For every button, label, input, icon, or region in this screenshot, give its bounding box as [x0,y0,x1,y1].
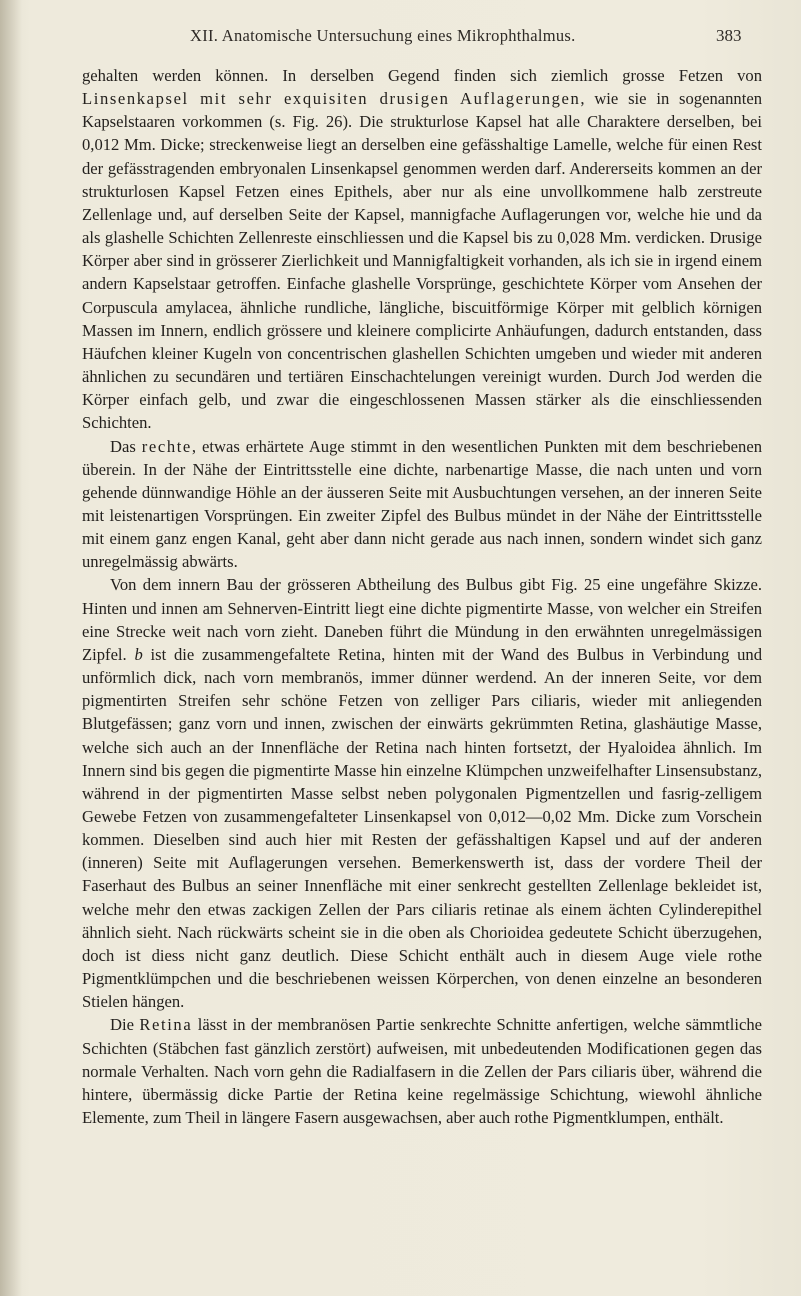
paragraph-3-text-b: ist die zusammengefaltete Retina, hinten mit der Wand des Bulbus in Verbindung und unförmlich dick, nach vorn membranös, immer dünner werdend. An der inneren Seite, vor dem pigmentirten Streifen sehr schöne Fetzen von zelliger Pars ciliaris, wieder mit anliegenden Blutgefässen; ganz vorn und innen, zwischen der einwärts gekrümmten Retina, glashäutige Masse, welche sich auch an der Innenfläche der Retina nach hinten fortsetzt, der Hyaloidea ähnlich. Im Innern sind bis gegen die pigmentirte Masse hin einzelne Klümpchen unzweifelhafter Linsensubstanz, während in der pigmentirten Masse selbst neben polygonalen Pigmentzellen und fasrig-zelligem Gewebe Fetzen von zusammengefalteter Linsenkapsel von 0,012—0,02 Mm. Dicke zum Vorschein kommen. Dieselben sind auch hier mit Resten der gefässhaltigen Kapsel und auf der anderen (inneren) Seite mit Auflagerungen versehen. Bemerkenswerth ist, dass der vordere Theil der Faserhaut des Bulbus an seiner Innenfläche mit einer senkrecht gestellten Zellenlage bekleidet ist, welche mehr den etwas zackigen Zellen der Pars ciliaris retinae als einem ächten Cylinderepithel ähnlich sieht. Nach rückwärts scheint sie in die oben als Chorioidea gedeutete Schicht überzugehen, doch ist diess nicht ganz deutlich. Diese Schicht enthält auch in diesem Auge viele rothe Pigmentklümpchen und die beschriebenen weissen Körperchen, von denen einzelne an besonderen Stielen hängen. [82,644,763,1012]
paragraph-1-text-b: , wie sie in sogenannten Kapselstaaren vorkommen (s. Fig. 26). Die strukturlose Kapsel hat alle Charaktere derselben, bei 0,012 Mm. Dicke; streckenweise liegt an derselben eine gefässhaltige Lamelle, welche für einen Rest der gefässtragenden embryonalen Linsenkapsel genommen werden darf. Andererseits kommen an der strukturlosen Kapsel Fetzen eines Epithels, aber nur als eine unvollkommene halb zerstreute Zellenlage und, auf derselben Seite der Kapsel, mannigfache Auflagerungen vor, welche hie und da als glashelle Schichten Zellenreste einschliessen und die Kapsel bis zu 0,028 Mm. verdicken. Drusige Körper aber sind in grösserer Zierlichkeit und Mannigfaltigkeit vorhanden, als ich sie in irgend einem andern Kapselstaar getroffen. Einfache glashelle Vorsprünge, geschichtete Körper vom Ansehen der Corpuscula amylacea, ähnliche rundliche, längliche, biscuitförmige Körper mit gelblich körnigen Massen im Innern, endlich grössere und kleinere complicirte Anhäufungen, dadurch entstanden, dass Häufchen kleiner Kugeln von concentrischen glashellen Schichten umgeben und wieder mit anderen ähnlichen zu secundären und tertiären Einschachtelungen vereinigt wurden. Durch Jod werden die Körper einfach gelb, und zwar die eingeschlossenen Massen stärker als die einschliessenden Schichten. [82,89,762,433]
paragraph-4-spaced-emphasis: Retina [139,1015,193,1035]
paragraph-4 [82,1013,762,1129]
paragraph-1 [82,64,762,435]
paragraph-2 [82,435,762,574]
paragraph-4-text-a: Die [110,1015,140,1035]
running-head [0,22,801,52]
paragraph-3 [82,573,762,1013]
paragraph-3-text-a: Von dem innern Bau der grösseren Abtheilung des Bulbus gibt Fig. 25 eine ungefähre Skizze. Hinten und innen am Sehnerven-Eintritt liegt eine dichte pigmentirte Masse, von welcher ein Streifen eine Strecke weit nach vorn zieht. Daneben führt die Mündung in den erwähnten unregelmässigen Zipfel. [82,575,762,664]
page-number: 383 [716,26,742,45]
paragraph-2-text-a: Das [110,436,142,456]
body-text [82,64,762,1129]
figure-label-b: b [134,644,143,664]
paragraph-1-text-a: gehalten werden können. In derselben Gegend finden sich ziemlich grosse Fetzen von [82,66,762,85]
paragraph-1-spaced-emphasis: Linsenkapsel mit sehr exquisiten drusigen Auflagerungen [82,89,581,109]
running-title: XII. Anatomische Untersuchung eines Mikrophthalmus. [190,26,576,45]
paragraph-2-spaced-emphasis: rechte [141,436,192,456]
gutter-shadow [0,0,22,1296]
paragraph-4-text-b: lässt in der membranösen Partie senkrechte Schnitte anfertigen, welche sämmtliche Schichten (Stäbchen fast gänzlich zerstört) aufweisen, mit unbedeutenden Modificationen gegen das normale Verhalten. Nach vorn gehn die Radialfasern in die Zellen der Pars ciliaris über, während die hintere, übermässig dicke Partie der Retina keine regelmässige Schichtung, wiewohl ähnliche Elemente, zum Theil in längere Fasern ausgewachsen, aber auch rothe Pigmentklumpen, enthält. [82,1015,762,1128]
paragraph-2-text-b: , etwas erhärtete Auge stimmt in den wesentlichen Punkten mit dem beschriebenen überein. In der Nähe der Eintrittsstelle eine dichte, narbenartige Masse, die nach unten und vorn gehende dünnwandige Höhle an der äusseren Seite mit Ausbuchtungen versehen, an der inneren Seite mit leistenartigen Vorsprüngen. Ein zweiter Zipfel des Bulbus mündet in der Nähe der Eintrittsstelle mit einem ganz engen Kanal, geht aber dann nicht gerade aus nach innen, sondern windet sich ganz unregelmässig abwärts. [82,436,762,572]
